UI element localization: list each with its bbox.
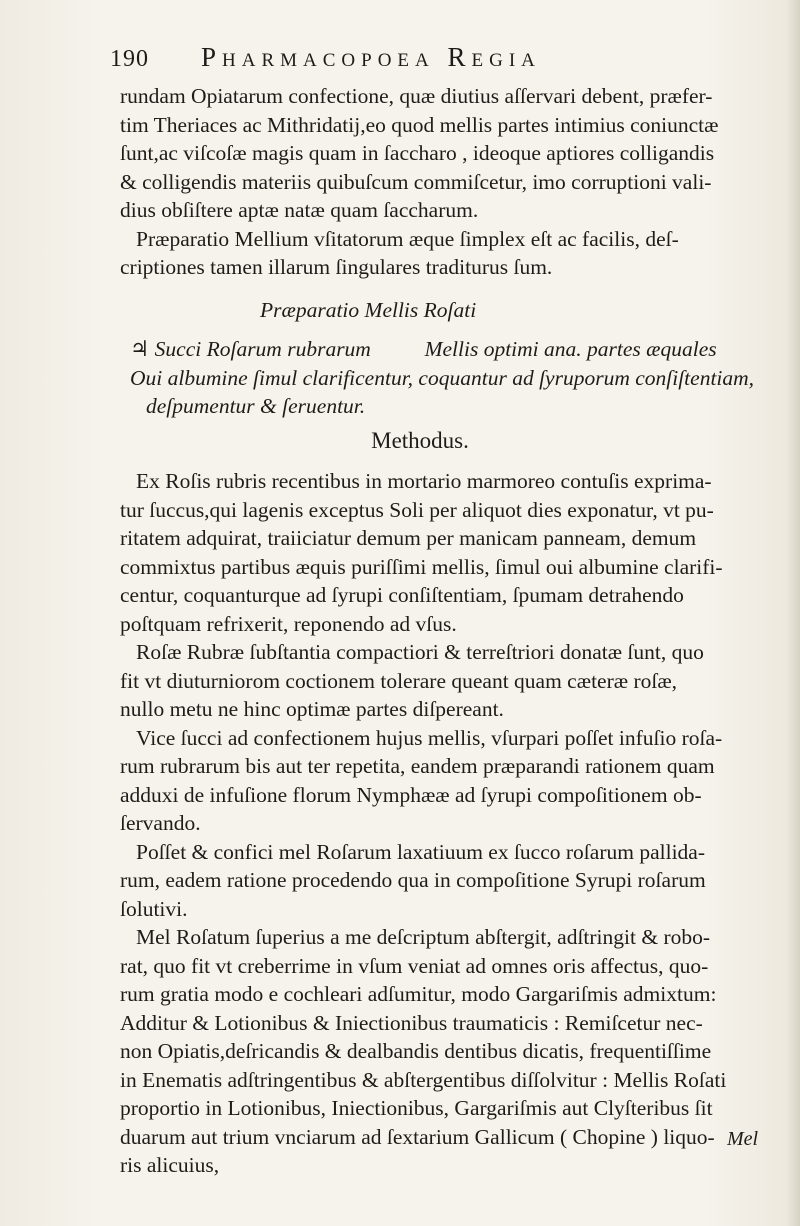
text-line: ſunt,ac viſcoſæ magis quam in ſaccharo , ideoque aptiores colligandis [120, 141, 715, 165]
text-line: rum gratia modo e cochleari adſumitur, modo Gargariſmis admixtum: [120, 982, 717, 1006]
text-line: duarum aut trium vnciarum ad ſextarium Gallicum ( Chopine ) liquo- [120, 1124, 715, 1149]
text-line: dius obſiſtere aptæ natæ quam ſaccharum. [120, 198, 479, 222]
text-line: non Opiatis,deſricandis & dealbandis dentibus dicatis, frequentiſſime [120, 1039, 712, 1063]
text-line: Poſſet & confici mel Roſarum laxatiuum ex ſucco roſarum pallida- [136, 839, 705, 864]
text-line: rundam Opiatarum confectione, quæ diutius aſſervari debent, præfer- [120, 84, 713, 108]
recipe-title: Præparatio Mellis Roſati [260, 298, 477, 322]
text-line: ſolutivi. [120, 896, 188, 921]
recipe-line: Oui albumine ſimul clarificentur, coquantur ad ſyruporum conſiſtentiam, [130, 365, 755, 390]
text-line: Additur & Lotionibus & Iniectionibus traumaticis : Remiſcetur nec- [120, 1010, 703, 1035]
method-paragraphs [120, 467, 760, 1180]
method-heading: Methodus. [371, 428, 469, 453]
running-title: Pharmacopoea Regia [201, 42, 541, 72]
text-line: ſervando. [120, 811, 201, 835]
page-edge-shadow [786, 0, 800, 1226]
text-line: tur ſuccus,qui lagenis exceptus Soli per aliquot dies exponatur, vt pu- [120, 497, 714, 522]
text-line: rat, quo fit vt creberrime in vſum veniat ad omnes oris affectus, quo- [120, 953, 709, 978]
text-line: ris alicuius, [120, 1153, 220, 1177]
text-line: tim Theriaces ac Mithridatij,eo quod mellis partes intimius coniunctæ [120, 112, 719, 137]
page-header [110, 42, 670, 72]
text-line: Ex Roſis rubris recentibus in mortario marmoreo contuſis exprima- [136, 469, 712, 493]
text-line: & colligendis materiis quibuſcum commiſcetur, imo corruptioni vali- [120, 169, 712, 194]
text-line: Vice ſucci ad confectionem hujus mellis, vſurpari poſſet infuſio roſa- [136, 725, 723, 750]
opening-paragraphs [120, 82, 760, 282]
text-line: poſtquam refrixerit, reponendo ad vſus. [120, 611, 457, 636]
text-line: nullo metu ne hinc optimæ partes diſpereant. [120, 697, 504, 721]
text-line: centur, coquanturque ad ſyrupi conſiſtentiam, ſpumam detrahendo [120, 583, 684, 607]
text-line: rum rubrarum bis aut ter repetita, eandem præparandi rationem quam [120, 754, 715, 778]
page-number: 190 [110, 46, 149, 72]
recipe-block [130, 335, 770, 421]
text-line: Præparatio Mellium vſitatorum æque ſimplex eſt ac facilis, deſ- [136, 226, 679, 251]
text-line: ritatem adquirat, traiiciatur demum per manicam panneam, demum [120, 526, 697, 550]
text-line: in Enematis adſtringentibus & abſtergentibus diſſolvitur : Mellis Roſati [120, 1067, 727, 1092]
text-line: proportio in Lotionibus, Iniectionibus, Gargariſmis aut Clyſteribus ſit [120, 1096, 713, 1120]
text-line: rum, eadem ratione procedendo qua in compoſitione Syrupi roſarum [120, 868, 706, 892]
text-line: commixtus partibus æquis puriſſimi mellis, ſimul oui albumine clarifi- [120, 554, 723, 579]
text-line: Mel Roſatum ſuperius a me deſcriptum abſtergit, adſtringit & robo- [136, 925, 711, 949]
catchword: Mel [727, 1128, 759, 1150]
text-line: fit vt diuturniorom coctionem tolerare queant quam cæteræ roſæ, [120, 668, 678, 693]
text-line: Roſæ Rubræ ſubſtantia compactiori & terreſtriori donatæ ſunt, quo [136, 640, 704, 664]
text-line: adduxi de infuſione florum Nymphææ ad ſyrupi compoſitionem ob- [120, 782, 702, 807]
recipe-line: ♃ Succi Roſarum rubrarum Mellis optimi ana. partes æquales [130, 337, 717, 361]
recipe-line: deſpumentur & ſeruentur. [146, 394, 366, 418]
text-line: criptiones tamen illarum ſingulares traditurus ſum. [120, 255, 553, 279]
